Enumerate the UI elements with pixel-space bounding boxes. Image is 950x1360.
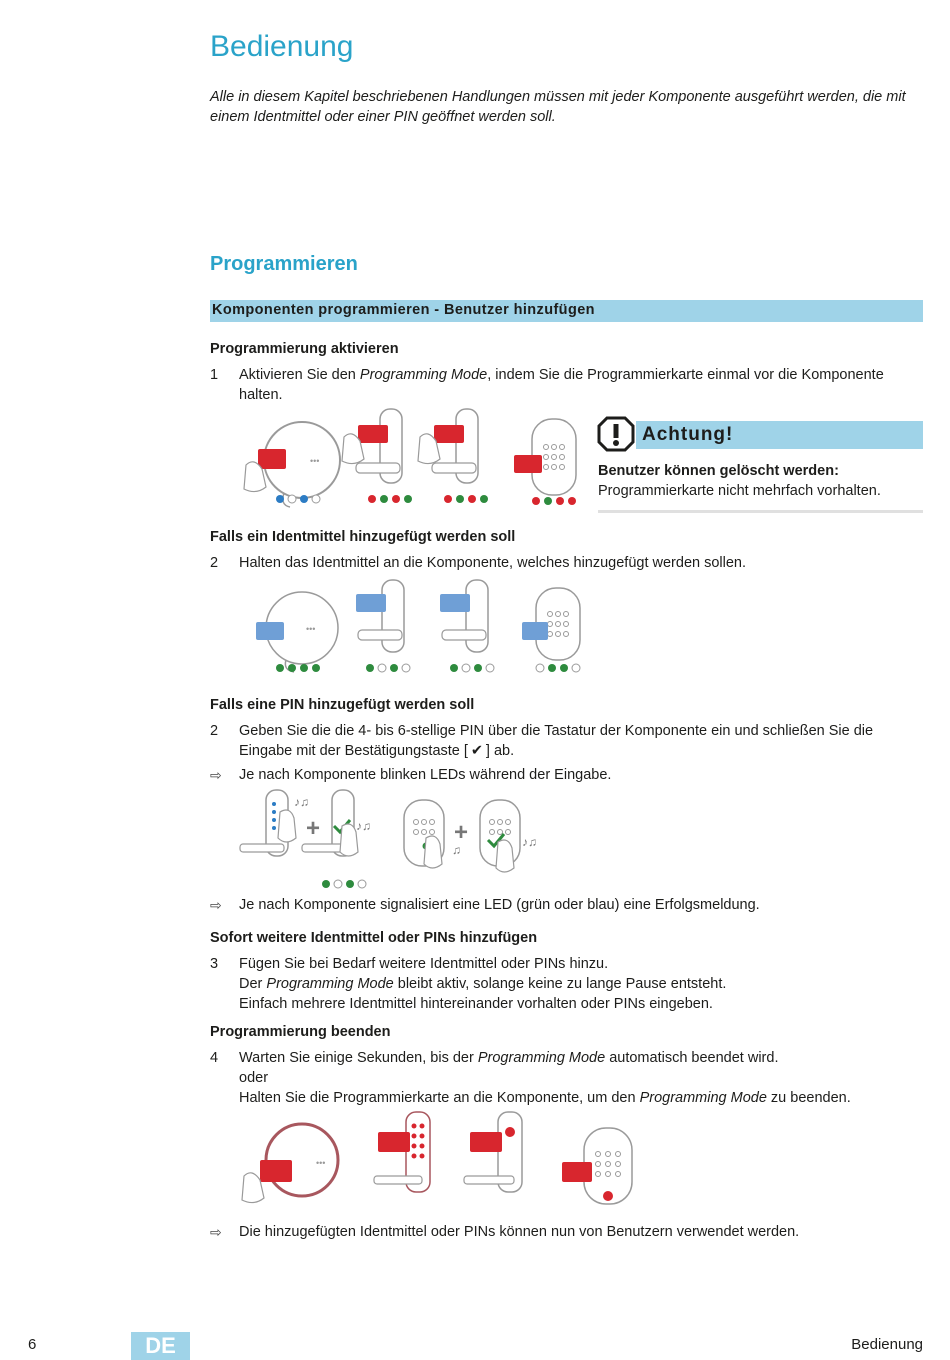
keypad-device — [522, 588, 580, 672]
add-ident-heading: Falls ein Identmittel hinzugefügt werden soll — [210, 529, 516, 545]
end-heading: Programmierung beenden — [210, 1024, 391, 1040]
add-pin-heading: Falls eine PIN hinzugefügt werden soll — [210, 697, 475, 713]
step-number: 1 — [210, 367, 219, 383]
plus-icon: + — [454, 819, 469, 846]
red-card-icon — [514, 455, 542, 473]
door-handle-device-2 — [440, 580, 494, 672]
step-number: 4 — [210, 1050, 219, 1066]
arrow-right-icon: ⇨ — [210, 897, 222, 913]
end-illustration — [236, 1110, 636, 1206]
section-band-label: Komponenten programmieren - Benutzer hinzufügen — [212, 302, 595, 318]
step-text: Halten das Identmittel an die Komponente, welches hinzugefügt werden sollen. — [239, 555, 747, 571]
arrow-right-icon: ⇨ — [210, 767, 222, 783]
keypad-device-2 — [480, 800, 537, 872]
red-card-icon — [470, 1132, 502, 1152]
step-text: Geben Sie die die 4- bis 6-stellige PIN über die Tastatur der Komponente ein und schließen Sie die Eingabe mit der Bestätigungstaste [ ✔ ] ab. — [239, 723, 874, 759]
end-step — [210, 1048, 910, 1108]
footer-chapter: Bedienung — [851, 1336, 923, 1353]
round-reader-device — [256, 592, 338, 672]
activate-step — [210, 365, 910, 405]
red-card-icon — [258, 449, 286, 469]
language-badge: DE — [131, 1332, 190, 1360]
red-card-icon — [378, 1132, 410, 1152]
finger-icon — [424, 836, 442, 868]
door-handle-keypad-device-1 — [240, 790, 309, 856]
red-card-icon — [358, 425, 388, 443]
svg-text:•••: ••• — [310, 456, 320, 466]
door-handle-device-1 — [374, 1112, 430, 1192]
finger-icon — [278, 810, 296, 842]
add-pin-result-2: ⇨ Je nach Komponente signalisiert eine LED (grün oder blau) eine Erfolgsmeldung. — [210, 897, 760, 913]
svg-text:♪♫: ♪♫ — [294, 795, 309, 809]
arrow-right-icon: ⇨ — [210, 1224, 222, 1240]
warning-icon — [597, 416, 635, 452]
warning-text: Benutzer können gelöscht werden: Programmierkarte nicht mehrfach vorhalten. — [598, 463, 881, 499]
round-reader-device — [244, 422, 340, 507]
more-heading: Sofort weitere Identmittel oder PINs hinzufügen — [210, 930, 538, 946]
svg-text:♫: ♫ — [452, 843, 461, 857]
check-icon: ✔ — [470, 743, 483, 759]
keypad-device — [562, 1128, 632, 1204]
door-handle-device-1 — [356, 580, 410, 672]
activate-heading: Programmierung aktivieren — [210, 341, 399, 357]
svg-text:♪♫: ♪♫ — [522, 835, 537, 849]
plus-icon: + — [306, 815, 321, 842]
step-number: 3 — [210, 956, 219, 972]
add-pin-result-1: ⇨ Je nach Komponente blinken LEDs während der Eingabe. — [210, 767, 612, 783]
red-card-icon — [434, 425, 464, 443]
section-band — [210, 300, 923, 322]
page-number: 6 — [28, 1336, 37, 1353]
add-ident-illustration — [236, 578, 586, 678]
blue-card-icon — [356, 594, 386, 612]
add-ident-step — [210, 553, 910, 573]
svg-text:♪♫: ♪♫ — [356, 819, 371, 833]
step-text: Aktivieren Sie den Programming Mode, indem Sie die Programmierkarte einmal vor die Komponente halten. — [239, 367, 884, 403]
blue-card-icon — [256, 622, 284, 640]
warning-label: Achtung! — [642, 424, 734, 445]
warning-divider — [598, 510, 923, 513]
intro-text: Alle in diesem Kapitel beschriebenen Handlungen müssen mit jeder Komponente ausgeführt werden, die mit einem Identmittel oder einer PIN geöffnet werden soll. — [210, 89, 906, 125]
svg-text:•••: ••• — [316, 1158, 326, 1168]
keypad-device — [514, 419, 576, 505]
step-text: Fügen Sie bei Bedarf weitere Identmittel oder PINs hinzu. Der Programming Mode bleibt aktiv, solange keine zu lange Pause entsteht. Einfach mehrere Identmittel hintereinander vorhalten oder PINs eingeben. — [239, 956, 727, 1012]
more-step — [210, 954, 910, 1014]
red-card-icon — [260, 1160, 292, 1182]
section-heading: Programmieren — [210, 253, 358, 275]
add-pin-step — [210, 721, 910, 761]
add-pin-illustration — [236, 786, 546, 890]
warning-band — [636, 421, 923, 449]
svg-text:•••: ••• — [306, 624, 316, 634]
door-handle-device-2 — [418, 409, 488, 503]
activate-illustration — [236, 405, 586, 513]
door-handle-device-2 — [464, 1112, 522, 1192]
red-card-icon — [562, 1162, 592, 1182]
step-number: 2 — [210, 555, 219, 571]
keypad-device-1 — [404, 800, 461, 868]
step-number: 2 — [210, 723, 219, 739]
door-handle-device-1 — [342, 409, 412, 503]
blue-card-icon — [440, 594, 470, 612]
blue-card-icon — [522, 622, 548, 640]
end-result: ⇨ Die hinzugefügten Identmittel oder PINs können nun von Benutzern verwendet werden. — [210, 1224, 800, 1240]
round-reader-device — [242, 1124, 338, 1203]
finger-icon — [496, 840, 514, 872]
step-text: Warten Sie einige Sekunden, bis der Programming Mode automatisch beendet wird. oder Halten Sie die Programmierkarte an die Komponente, um den Programming Mode zu beenden. — [239, 1050, 851, 1106]
page-title: Bedienung — [210, 30, 354, 63]
